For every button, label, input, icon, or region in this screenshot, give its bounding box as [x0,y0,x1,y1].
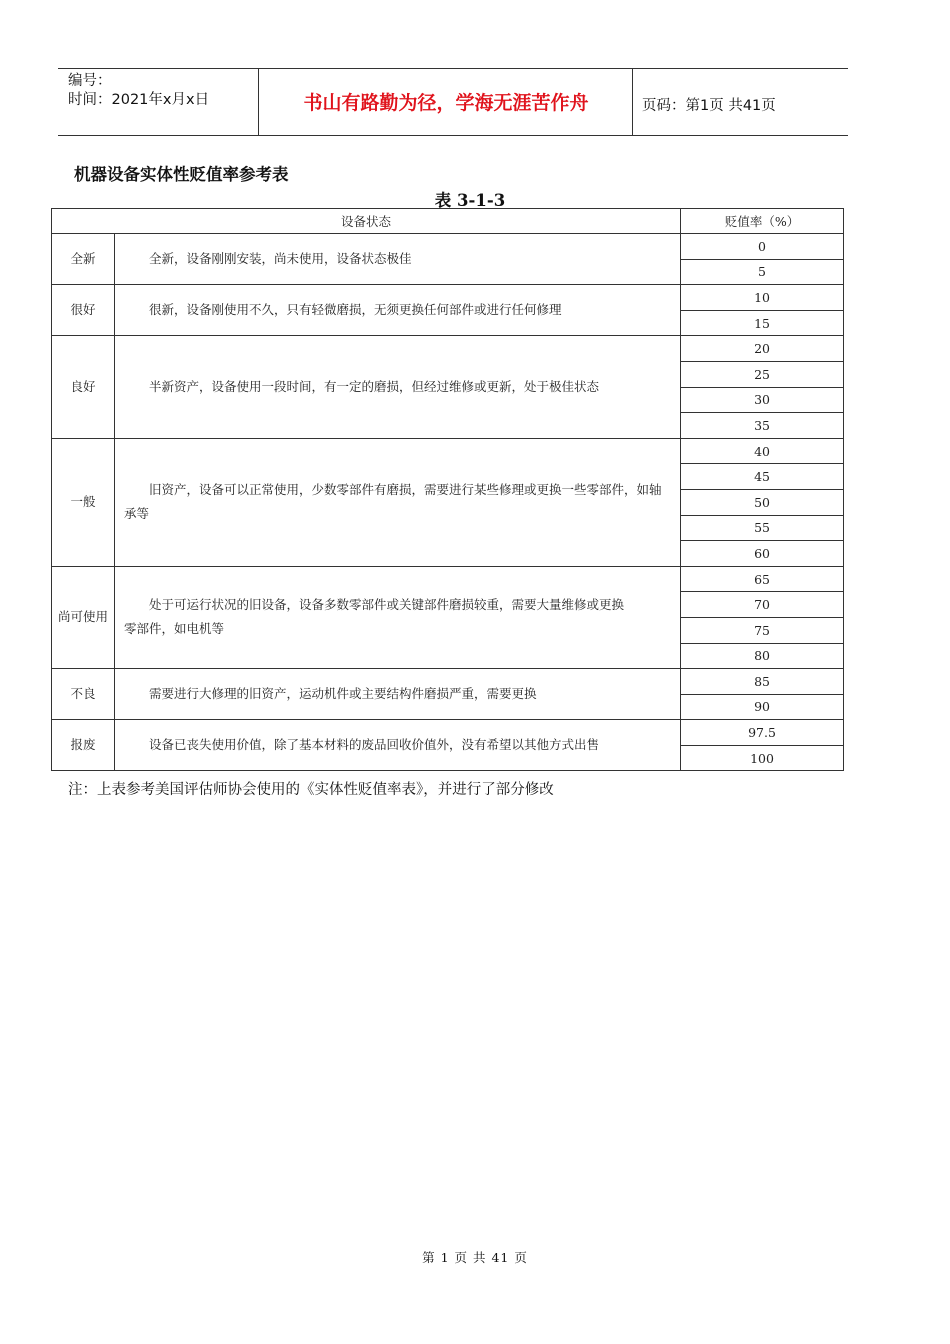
depreciation-value: 65 [681,566,844,592]
header-depreciation-rate: 贬值率（%） [681,209,844,234]
time-label: 时间：2021年x月x日 [68,92,210,108]
header-top-rule [58,68,848,69]
table-row [52,285,844,311]
depreciation-value: 5 [681,259,844,285]
depreciation-value: 50 [681,489,844,515]
depreciation-value: 30 [681,387,844,413]
table-row [52,234,844,260]
depreciation-value: 100 [681,745,844,771]
page-footer: 第 1 页 共 41 页 [422,1250,528,1265]
depreciation-value: 15 [681,310,844,336]
state-description: 处于可运行状况的旧设备，设备多数零部件或关键部件磨损较重，需要大量维修或更换 零部件，如电机等 [115,566,681,668]
depreciation-table [51,208,844,771]
depreciation-value: 0 [681,234,844,260]
header-bottom-rule [58,135,848,136]
table-row [52,438,844,464]
depreciation-value: 60 [681,541,844,567]
state-label: 一般 [52,438,115,566]
table-number: 表 3-1-3 [434,191,506,210]
table-row [52,720,844,746]
depreciation-value: 45 [681,464,844,490]
depreciation-value: 10 [681,285,844,311]
depreciation-value: 80 [681,643,844,669]
depreciation-value: 55 [681,515,844,541]
state-label: 不良 [52,669,115,720]
state-label: 全新 [52,234,115,285]
state-label: 良好 [52,336,115,438]
header-motto: 书山有路勤为径，学海无涯苦作舟 [303,92,589,114]
number-label: 编号： [68,73,112,89]
document-title: 机器设备实体性贬值率参考表 [74,165,289,184]
table-row [52,669,844,695]
depreciation-value: 70 [681,592,844,618]
state-description: 设备已丧失使用价值，除了基本材料的废品回收价值外，没有希望以其他方式出售 [115,720,681,771]
state-description: 旧资产，设备可以正常使用，少数零部件有磨损，需要进行某些修理或更换一些零部件，如轴承等 [115,438,681,566]
depreciation-value: 85 [681,669,844,695]
state-description: 需要进行大修理的旧资产，运动机件或主要结构件磨损严重，需要更换 [115,669,681,720]
state-description: 全新，设备刚刚安装，尚未使用，设备状态极佳 [115,234,681,285]
state-label: 报废 [52,720,115,771]
depreciation-value: 35 [681,413,844,439]
header-meta [68,72,209,110]
depreciation-value: 75 [681,617,844,643]
depreciation-value: 90 [681,694,844,720]
state-description: 半新资产，设备使用一段时间，有一定的磨损，但经过维修或更新，处于极佳状态 [115,336,681,438]
table-header-row [52,209,844,234]
table-row [52,566,844,592]
state-label: 尚可使用 [52,566,115,668]
state-description: 很新，设备刚使用不久，只有轻微磨损，无须更换任何部件或进行任何修理 [115,285,681,336]
table-note: 注：上表参考美国评估师协会使用的《实体性贬值率表》，并进行了部分修改 [68,782,554,798]
depreciation-value: 40 [681,438,844,464]
header-page-label: 页码：第1页 共41页 [642,98,776,114]
depreciation-value: 97.5 [681,720,844,746]
depreciation-value: 25 [681,361,844,387]
depreciation-value: 20 [681,336,844,362]
header-device-state: 设备状态 [52,209,681,234]
state-label: 很好 [52,285,115,336]
table-row [52,336,844,362]
